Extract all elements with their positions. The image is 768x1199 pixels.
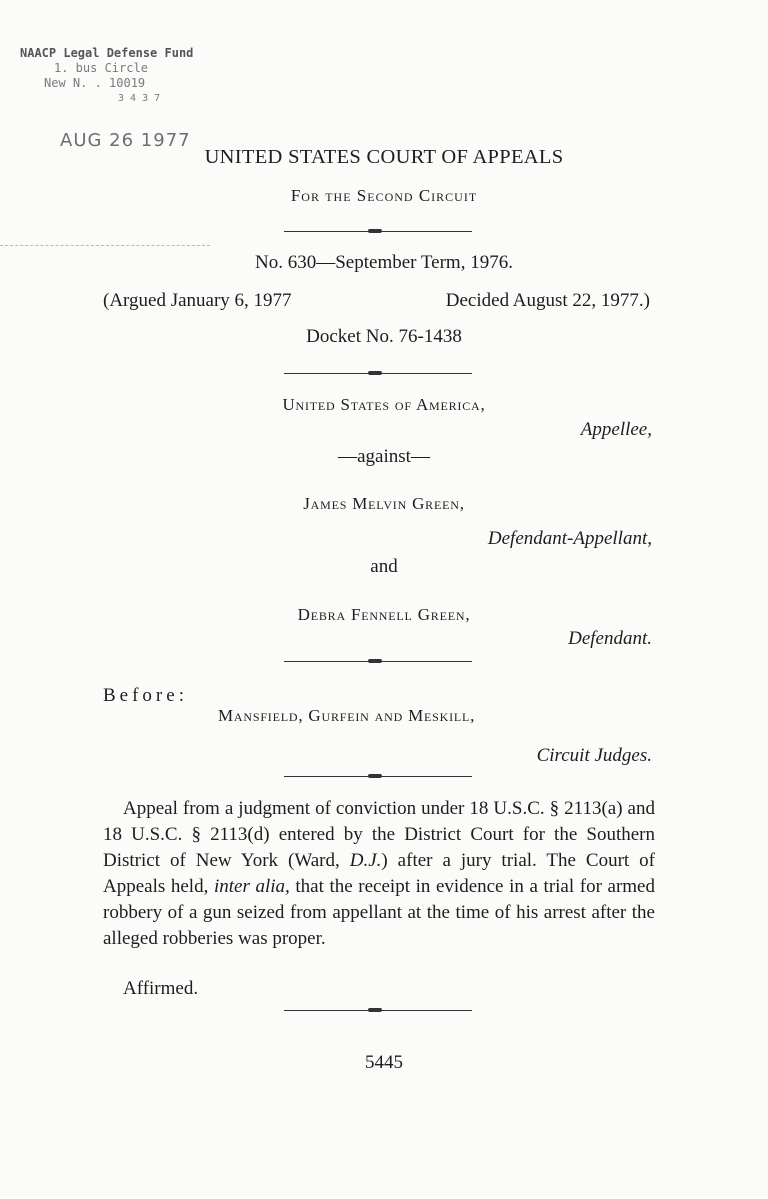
stamp-line-4: 3 4 3 7 [118, 93, 161, 104]
defendant-1-name: James Melvin Green, [303, 494, 465, 513]
stamp-line-2: 1. bus Circle [54, 61, 148, 75]
divider-rule [284, 373, 472, 374]
plaintiff-name: United States of America, [282, 395, 486, 414]
plaintiff-role: Appellee, [580, 419, 652, 440]
defendant-2-role: Defendant. [568, 628, 652, 649]
circuit-subtitle: For the Second Circuit [290, 186, 478, 205]
conjunction-and: and [370, 556, 398, 577]
divider-ornament [368, 1008, 382, 1012]
panel-judges: Mansfield, Gurfein and Meskill, [218, 706, 476, 725]
case-summary [103, 796, 655, 952]
docket-number: Docket No. 76-1438 [306, 326, 462, 347]
divider-ornament [368, 371, 382, 375]
case-number: No. 630—September Term, 1976. [255, 252, 513, 273]
divider-rule [284, 661, 472, 662]
summary-text-1: Appeal from a judgment of conviction under 18 U.S.C. § 2113(a) and 18 U.S.C. § 2113(d) entered by the District Court for the Southern District of New York (Ward, [103, 798, 655, 871]
library-stamp [20, 46, 260, 106]
argued-date: (Argued January 6, 1977 [103, 290, 292, 311]
stamp-line-1: NAACP Legal Defense Fund [20, 46, 194, 60]
divider-rule [284, 1010, 472, 1011]
latin-phrase: inter alia, [213, 876, 290, 897]
before-label: Before: [103, 685, 188, 706]
divider-rule [284, 776, 472, 777]
judges-title: Circuit Judges. [536, 745, 652, 766]
judge-abbreviation: D.J. [349, 850, 382, 871]
received-date-stamp: AUG 26 1977 [60, 130, 191, 151]
divider-ornament [368, 774, 382, 778]
page-number: 5445 [365, 1052, 403, 1073]
divider-ornament [368, 659, 382, 663]
scan-artifact [0, 245, 210, 247]
divider-rule [284, 231, 472, 232]
versus-label: —against— [338, 446, 430, 467]
court-title: UNITED STATES COURT OF APPEALS [204, 146, 564, 168]
defendant-1-role: Defendant-Appellant, [487, 528, 652, 549]
stamp-line-3: New N. . 10019 [44, 76, 146, 90]
disposition: Affirmed. [123, 978, 199, 999]
summary-text-3: that the receipt in evidence in a trial for armed robbery of a gun seized from appellant at the time of his arrest after the alleged robberies was proper. [103, 876, 655, 949]
divider-ornament [368, 229, 382, 233]
summary-text-2: ) after a jury trial. The Court of Appeals held, [103, 850, 655, 897]
defendant-2-name: Debra Fennell Green, [297, 605, 471, 624]
decided-date: Decided August 22, 1977.) [445, 290, 650, 311]
